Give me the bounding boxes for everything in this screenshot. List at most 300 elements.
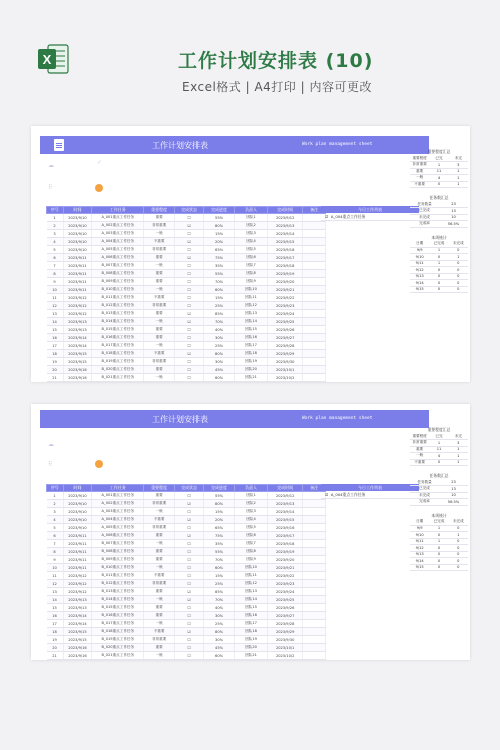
table-row [47, 294, 326, 302]
table-cell: B_011重点工作任务 [92, 572, 144, 580]
today-header: 今日工作列表 [321, 206, 419, 213]
table-cell: 9/15 [410, 286, 429, 293]
table-cell: 一般 [144, 596, 175, 604]
table-cell: 2023/9/12 [268, 492, 303, 500]
table-cell [303, 628, 326, 636]
status-checkbox: ☑ [175, 254, 204, 262]
table-cell: B_009重点工作任务 [92, 278, 144, 286]
sheet-preview-1 [31, 126, 470, 382]
table-cell: 任务数量 [410, 201, 439, 208]
table-cell: B_013重点工作任务 [92, 310, 144, 318]
importance-summary-table [410, 433, 468, 466]
table-cell: 重要 [144, 334, 175, 342]
table-cell [303, 230, 326, 238]
table-cell: 团队6 [235, 532, 268, 540]
table-head [47, 485, 326, 492]
table-cell: 团队4 [235, 238, 268, 246]
table-cell: 2023/9/13 [268, 500, 303, 508]
table-cell [303, 532, 326, 540]
table-cell: 4 [429, 175, 448, 182]
table-cell [303, 302, 326, 310]
table-cell: 1 [449, 181, 468, 188]
table-cell [303, 508, 326, 516]
table-cell: 9/13 [410, 551, 429, 558]
table-row [47, 214, 326, 222]
table-cell: 团队17 [235, 620, 268, 628]
table-cell: 0 [449, 551, 468, 558]
table-cell: A_002重点工作任务 [92, 500, 144, 508]
svg-text:X: X [42, 52, 52, 67]
table-cell [303, 238, 326, 246]
table-cell [303, 540, 326, 548]
column-header: 备注 [303, 207, 326, 214]
task-table [46, 206, 326, 382]
table-row [47, 620, 326, 628]
table-cell: 重要 [144, 310, 175, 318]
table-cell: 15% [204, 572, 235, 580]
table-cell: 10 [439, 214, 468, 221]
status-checkbox: ☐ [175, 334, 204, 342]
table-cell: 2023/9/10 [63, 230, 92, 238]
table-cell: B_007重点工作任务 [92, 540, 144, 548]
table-cell: 不重要 [410, 459, 429, 466]
summary-panel [410, 426, 468, 577]
table-cell: 一般 [144, 318, 175, 326]
table-cell [303, 246, 326, 254]
status-checkbox: ☐ [175, 374, 204, 382]
table-cell: 2023/9/22 [268, 294, 303, 302]
excel-logo-icon [36, 42, 70, 76]
table-cell: 1 [429, 440, 448, 447]
status-checkbox: ☐ [175, 636, 204, 644]
today-panel [321, 206, 419, 221]
table-cell: 不重要 [144, 294, 175, 302]
table-cell: 3 [449, 162, 468, 169]
table-cell: B_007重点工作任务 [92, 262, 144, 270]
table-cell: 一般 [144, 564, 175, 572]
status-checkbox: ☐ [175, 556, 204, 564]
table-cell: 团队2 [235, 222, 268, 230]
table-row [47, 612, 326, 620]
table-cell: B_017重点工作任务 [92, 620, 144, 628]
table-cell: 非常重要 [144, 302, 175, 310]
table-cell: 9/12 [410, 545, 429, 552]
table-cell: 0 [449, 286, 468, 293]
table-cell: 1 [429, 525, 448, 532]
table-cell: 18 [47, 350, 64, 358]
table-cell: 2023/9/24 [268, 588, 303, 596]
table-cell: 4 [47, 238, 64, 246]
status-checkbox: ☐ [175, 230, 204, 238]
table-cell: 75% [204, 254, 235, 262]
table-cell: 1 [449, 175, 468, 182]
sheet-title-en: Work plan management sheet [302, 142, 373, 147]
table-cell: 3 [47, 230, 64, 238]
task-count-summary-table [410, 201, 468, 228]
table-cell: 0 [429, 545, 448, 552]
table-cell: 5 [47, 524, 64, 532]
column-header: 已完 [429, 155, 448, 162]
table-cell: 团队10 [235, 286, 268, 294]
table-cell: 2023/9/11 [63, 556, 92, 564]
status-checkbox: ☐ [175, 604, 204, 612]
table-cell [303, 342, 326, 350]
table-cell: 2023/10/2 [268, 652, 303, 660]
table-cell [303, 516, 326, 524]
table-cell: 1 [449, 459, 468, 466]
table-cell: 重要 [144, 214, 175, 222]
table-cell: 2023/9/11 [63, 532, 92, 540]
table-row [47, 334, 326, 342]
table-cell: 团队3 [235, 230, 268, 238]
summary-panel [410, 148, 468, 299]
table-cell: 11 [429, 446, 448, 453]
table-cell: 不重要 [144, 350, 175, 358]
status-checkbox: ☐ [175, 326, 204, 334]
table-cell: 2023/9/11 [63, 564, 92, 572]
table-cell: 2023/9/25 [268, 318, 303, 326]
table-cell [303, 612, 326, 620]
table-cell: 团队19 [235, 358, 268, 366]
table-cell [303, 310, 326, 318]
table-cell: 2023/9/14 [63, 334, 92, 342]
table-cell: 30% [204, 612, 235, 620]
table-cell: 非常重要 [410, 440, 429, 447]
table-cell: 2023/9/12 [63, 580, 92, 588]
table-cell: 2023/9/12 [268, 214, 303, 222]
table-cell: 4 [429, 453, 448, 460]
table-cell: 2023/9/27 [268, 334, 303, 342]
table-cell: 2 [47, 500, 64, 508]
task-table [46, 484, 326, 660]
table-cell: 5 [47, 246, 64, 254]
table-cell [303, 524, 326, 532]
table-cell: 0 [429, 286, 448, 293]
table-cell: 17 [47, 342, 64, 350]
table-cell: 9/15 [410, 564, 429, 571]
status-checkbox: ☐ [175, 358, 204, 366]
status-checkbox: ☐ [175, 278, 204, 286]
table-cell: 2023/9/13 [63, 326, 92, 334]
table-cell: B_012重点工作任务 [92, 580, 144, 588]
table-cell: B_019重点工作任务 [92, 358, 144, 366]
table-row [47, 350, 326, 358]
table-cell: 重要 [144, 532, 175, 540]
column-header: 已完成 [429, 519, 448, 526]
hero-title: 工作计划安排表 (10) [178, 50, 374, 72]
table-cell: 不重要 [410, 181, 429, 188]
table-cell: 9/13 [410, 273, 429, 280]
table-cell: 9/11 [410, 538, 429, 545]
table-cell: 7 [47, 262, 64, 270]
table-cell: 2023/9/17 [268, 254, 303, 262]
table-row [47, 222, 326, 230]
table-cell: 重要 [144, 278, 175, 286]
table-cell: 2023/9/17 [268, 532, 303, 540]
status-checkbox: ☐ [175, 246, 204, 254]
table-cell: A_001重点工作任务 [92, 214, 144, 222]
table-cell: 55% [204, 492, 235, 500]
table-cell: 未完成 [410, 492, 439, 499]
table-cell: 2023/9/25 [268, 596, 303, 604]
table-cell: 重要 [144, 366, 175, 374]
table-cell: 11 [429, 168, 448, 175]
table-cell: 团队15 [235, 326, 268, 334]
table-row [47, 374, 326, 382]
table-cell: 13 [47, 588, 64, 596]
table-cell: 45% [204, 644, 235, 652]
table-cell: 21 [47, 374, 64, 382]
sheet-title: 工作计划安排表 [152, 415, 208, 424]
status-checkbox: ☑ [175, 318, 204, 326]
table-cell: 2023/9/29 [268, 350, 303, 358]
table-cell: 10 [47, 564, 64, 572]
table-cell [303, 548, 326, 556]
table-cell: 6 [47, 254, 64, 262]
table-cell: 团队8 [235, 270, 268, 278]
table-cell: 25% [204, 580, 235, 588]
status-checkbox: ☐ [175, 620, 204, 628]
table-cell: 21 [47, 652, 64, 660]
table-cell: 重要 [144, 556, 175, 564]
table-cell: 2023/9/23 [268, 580, 303, 588]
table-cell: 团队12 [235, 302, 268, 310]
table-cell: 1 [429, 538, 448, 545]
sheet-title-en: Work plan management sheet [302, 416, 373, 421]
table-cell: 团队5 [235, 246, 268, 254]
table-cell: 一般 [144, 374, 175, 382]
table-cell: 团队21 [235, 652, 268, 660]
today-item: ☑ A_004重点工作任务 [321, 213, 419, 221]
table-cell: 16 [47, 612, 64, 620]
table-cell: 非常重要 [410, 162, 429, 169]
table-cell: 70% [204, 318, 235, 326]
table-row [47, 286, 326, 294]
status-checkbox: ☑ [175, 238, 204, 246]
table-cell: 0 [429, 181, 448, 188]
table-row [47, 596, 326, 604]
table-cell: 60% [204, 564, 235, 572]
table-cell: 15% [204, 230, 235, 238]
column-header: 日期 [410, 241, 429, 248]
weekly-summary-caption: 本周统计 [431, 512, 447, 518]
column-header: 工作任务 [92, 485, 144, 492]
status-checkbox: ☐ [175, 302, 204, 310]
table-cell [303, 270, 326, 278]
table-cell: 14 [47, 318, 64, 326]
table-cell: 已完成 [410, 486, 439, 493]
table-cell: 0 [449, 260, 468, 267]
table-cell: 9/9 [410, 247, 429, 254]
table-cell [303, 262, 326, 270]
table-cell: 团队9 [235, 556, 268, 564]
table-row [47, 628, 326, 636]
table-cell: 2023/9/16 [63, 652, 92, 660]
table-cell: B_010重点工作任务 [92, 286, 144, 294]
table-row [47, 564, 326, 572]
table-cell [303, 318, 326, 326]
table-cell: 一般 [144, 652, 175, 660]
table-cell: 9/14 [410, 280, 429, 287]
table-cell: 45% [204, 366, 235, 374]
table-cell: 75% [204, 532, 235, 540]
table-cell: 2023/9/11 [63, 286, 92, 294]
table-cell: 12 [47, 302, 64, 310]
task-count-summary-row [410, 221, 468, 228]
table-cell: 2023/9/19 [268, 270, 303, 278]
table-cell: 重要 [410, 168, 429, 175]
table-cell: 2023/9/28 [268, 342, 303, 350]
table-cell: 2023/9/11 [63, 540, 92, 548]
table-cell: 19 [47, 358, 64, 366]
table-row [47, 532, 326, 540]
table-cell: 55% [204, 270, 235, 278]
table-cell: 9 [47, 278, 64, 286]
table-cell: 2023/9/14 [268, 230, 303, 238]
table-cell: B_008重点工作任务 [92, 548, 144, 556]
table-cell: B_009重点工作任务 [92, 556, 144, 564]
table-cell: 2023/9/20 [268, 278, 303, 286]
status-checkbox: ☐ [175, 342, 204, 350]
table-cell: 团队7 [235, 262, 268, 270]
table-body [47, 214, 326, 382]
table-cell: 非常重要 [144, 500, 175, 508]
table-cell: 4 [47, 516, 64, 524]
table-cell: 85% [204, 310, 235, 318]
table-row [47, 342, 326, 350]
status-checkbox: ☐ [175, 262, 204, 270]
table-cell: 重要 [144, 604, 175, 612]
table-cell: 14 [47, 596, 64, 604]
table-cell [303, 564, 326, 572]
table-cell: 1 [449, 453, 468, 460]
status-checkbox: ☐ [175, 548, 204, 556]
table-cell: 0 [449, 273, 468, 280]
table-cell: 2023/9/10 [63, 222, 92, 230]
task-count-summary-table [410, 479, 468, 506]
table-cell: 一般 [410, 175, 429, 182]
table-cell: 2023/10/1 [268, 366, 303, 374]
table-row [47, 636, 326, 644]
decor-check-icon: ✓ [97, 159, 103, 166]
table-cell: 2023/9/18 [268, 540, 303, 548]
table-cell [303, 366, 326, 374]
table-cell: 2023/9/24 [268, 310, 303, 318]
table-cell: 9/12 [410, 267, 429, 274]
today-panel [321, 484, 419, 499]
column-header: 时间 [63, 485, 92, 492]
column-header: 已完 [429, 433, 448, 440]
status-checkbox: ☐ [175, 644, 204, 652]
table-cell: 团队11 [235, 572, 268, 580]
today-header: 今日工作列表 [321, 484, 419, 491]
status-checkbox: ☐ [175, 580, 204, 588]
column-header: 未完成 [449, 241, 468, 248]
table-cell: 团队13 [235, 310, 268, 318]
table-cell: 40% [204, 604, 235, 612]
table-cell: 2023/9/21 [268, 564, 303, 572]
table-cell: 团队9 [235, 278, 268, 286]
table-row [47, 270, 326, 278]
table-cell: B_020重点工作任务 [92, 644, 144, 652]
table-cell: 2023/9/13 [268, 222, 303, 230]
table-cell: 2023/9/16 [63, 644, 92, 652]
table-cell: 2023/9/10 [63, 214, 92, 222]
table-cell: 2023/9/10 [63, 238, 92, 246]
table-cell: B_011重点工作任务 [92, 294, 144, 302]
table-cell: 2023/9/30 [268, 636, 303, 644]
table-cell: 13 [47, 310, 64, 318]
table-cell: 11 [47, 572, 64, 580]
table-cell: 0 [449, 247, 468, 254]
table-cell: 0 [429, 267, 448, 274]
table-row [47, 318, 326, 326]
table-row [47, 366, 326, 374]
table-cell: B_015重点工作任务 [92, 604, 144, 612]
table-cell [303, 644, 326, 652]
table-cell: 85% [204, 588, 235, 596]
table-row [47, 246, 326, 254]
table-cell [303, 604, 326, 612]
table-cell: 2023/9/15 [63, 350, 92, 358]
table-cell: 团队18 [235, 628, 268, 636]
table-cell: 13 [439, 208, 468, 215]
table-row [47, 278, 326, 286]
table-cell [303, 350, 326, 358]
table-cell: 1 [47, 214, 64, 222]
table-cell: 1 [429, 162, 448, 169]
status-checkbox: ☑ [175, 516, 204, 524]
table-cell: 0 [449, 558, 468, 565]
status-checkbox: ☐ [175, 294, 204, 302]
table-cell: 9/9 [410, 525, 429, 532]
table-cell: 60% [204, 374, 235, 382]
table-cell: 团队1 [235, 214, 268, 222]
table-cell: 9 [47, 556, 64, 564]
table-cell [303, 652, 326, 660]
table-cell: 30% [204, 334, 235, 342]
status-checkbox: ☐ [175, 564, 204, 572]
table-cell: B_021重点工作任务 [92, 652, 144, 660]
table-cell [303, 222, 326, 230]
table-cell: 80% [204, 222, 235, 230]
table-cell: 1 [449, 254, 468, 261]
table-cell: 2023/9/12 [63, 572, 92, 580]
table-cell: 团队14 [235, 318, 268, 326]
table-row [47, 644, 326, 652]
table-row [47, 588, 326, 596]
table-cell: 30% [204, 636, 235, 644]
table-cell: 2023/9/11 [63, 270, 92, 278]
table-cell: 重要 [144, 492, 175, 500]
table-cell: 3 [449, 440, 468, 447]
table-cell: 一般 [144, 286, 175, 294]
table-cell: B_014重点工作任务 [92, 596, 144, 604]
table-cell: 10 [439, 492, 468, 499]
table-cell: 7 [47, 540, 64, 548]
table-cell: 一般 [144, 540, 175, 548]
table-cell: 0 [429, 558, 448, 565]
table-cell: 团队15 [235, 604, 268, 612]
table-cell: 2023/9/10 [63, 524, 92, 532]
table-cell: 团队2 [235, 500, 268, 508]
table-cell: 团队12 [235, 580, 268, 588]
table-cell: 2023/9/10 [63, 246, 92, 254]
table-cell: 团队8 [235, 548, 268, 556]
table-cell: B_014重点工作任务 [92, 318, 144, 326]
table-cell [303, 278, 326, 286]
table-cell: 完成率 [410, 221, 439, 228]
